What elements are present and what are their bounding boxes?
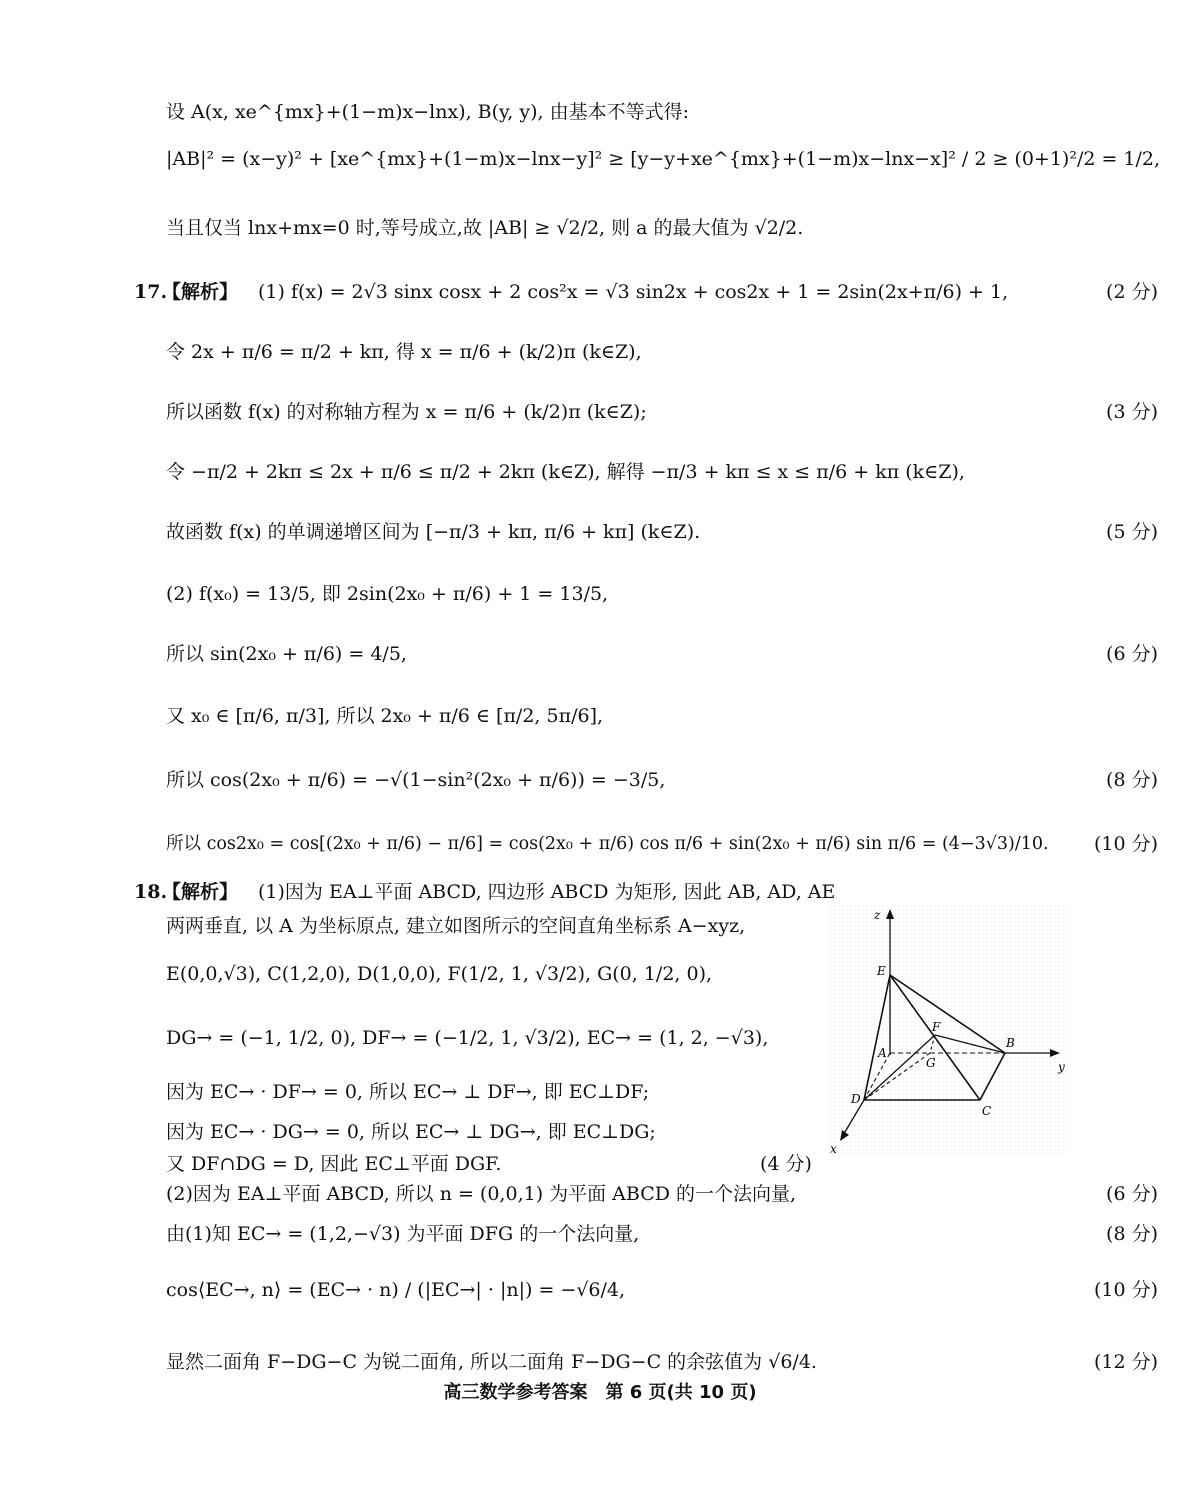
text-line: 所以 cos(2x₀ + π/6) = −√(1−sin²(2x₀ + π/6)) = −3/5,: [166, 769, 666, 791]
score-mark: (12 分): [1093, 1351, 1158, 1373]
axis-label: z: [874, 908, 881, 922]
text-line: 设 A(x, xe^{mx}+(1−m)x−lnx), B(y, y), 由基本不等式得:: [166, 101, 689, 123]
score-mark: (8 分): [1106, 769, 1158, 791]
text-line: |AB|² = (x−y)² + [xe^{mx}+(1−m)x−lnx−y]² ≥ [y−y+xe^{mx}+(1−m)x−lnx−x]² / 2 ≥ (0+1)²/2 = 1/2,: [166, 148, 1161, 170]
score-mark: (4 分): [760, 1153, 812, 1175]
text-line: (2) f(x₀) = 13/5, 即 2sin(2x₀ + π/6) + 1 = 13/5,: [166, 583, 609, 605]
score-mark: (6 分): [1106, 643, 1158, 665]
text-line: 由(1)知 EC→ = (1,2,−√3) 为平面 DFG 的一个法向量,: [166, 1223, 640, 1245]
question-number: 17.: [134, 281, 168, 303]
text-line: 令 2x + π/6 = π/2 + kπ, 得 x = π/6 + (k/2)π (k∈Z),: [166, 341, 642, 363]
text-line: (2)因为 EA⊥平面 ABCD, 所以 n = (0,0,1) 为平面 ABCD 的一个法向量,: [166, 1183, 797, 1205]
point-label: D: [851, 1092, 861, 1106]
text-line: DG→ = (−1, 1/2, 0), DF→ = (−1/2, 1, √3/2), EC→ = (1, 2, −√3),: [166, 1027, 769, 1049]
score-mark: (6 分): [1106, 1183, 1158, 1205]
text-line: 令 −π/2 + 2kπ ≤ 2x + π/6 ≤ π/2 + 2kπ (k∈Z), 解得 −π/3 + kπ ≤ x ≤ π/6 + kπ (k∈Z),: [166, 461, 965, 483]
point-label: A: [878, 1046, 887, 1060]
text-line: 因为 EC→ · DG→ = 0, 所以 EC→ ⊥ DG→, 即 EC⊥DG;: [166, 1121, 656, 1143]
solution-tag: 【解析】: [162, 881, 239, 903]
point-label: B: [1006, 1036, 1015, 1050]
text-line: E(0,0,√3), C(1,2,0), D(1,0,0), F(1/2, 1, √3/2), G(0, 1/2, 0),: [166, 963, 713, 985]
axis-label: y: [1058, 1060, 1065, 1074]
score-mark: (10 分): [1093, 1279, 1158, 1301]
text-line: 所以 cos2x₀ = cos[(2x₀ + π/6) − π/6] = cos(2x₀ + π/6) cos π/6 + sin(2x₀ + π/6) sin π/6 = (4−3√3)/10.: [166, 834, 1049, 854]
score-mark: (8 分): [1106, 1223, 1158, 1245]
score-mark: (2 分): [1106, 281, 1158, 303]
axis-label: x: [830, 1142, 837, 1155]
point-label: G: [926, 1056, 936, 1070]
text-line: 又 DF∩DG = D, 因此 EC⊥平面 DGF.: [166, 1153, 502, 1175]
point-label: C: [982, 1104, 992, 1118]
score-mark: (5 分): [1106, 521, 1158, 543]
text-line: 所以 sin(2x₀ + π/6) = 4/5,: [166, 643, 407, 665]
solution-tag: 【解析】: [162, 281, 239, 303]
text-line: 所以函数 f(x) 的对称轴方程为 x = π/6 + (k/2)π (k∈Z);: [166, 401, 647, 423]
text-line: 两两垂直, 以 A 为坐标原点, 建立如图所示的空间直角坐标系 A−xyz,: [166, 915, 746, 937]
point-label: E: [877, 964, 886, 978]
page-footer: 高三数学参考答案 第 6 页(共 10 页): [443, 1382, 757, 1403]
text-line: cos⟨EC→, n⟩ = (EC→ · n) / (|EC→| · |n|) = −√6/4,: [166, 1279, 626, 1301]
score-mark: (10 分): [1093, 833, 1158, 855]
text-line: (1) f(x) = 2√3 sinx cosx + 2 cos²x = √3 sin2x + cos2x + 1 = 2sin(2x+π/6) + 1,: [258, 281, 1009, 303]
point-label: F: [932, 1020, 941, 1034]
text-line: 又 x₀ ∈ [π/6, π/3], 所以 2x₀ + π/6 ∈ [π/2, 5π/6],: [166, 705, 604, 727]
text-line: 显然二面角 F−DG−C 为锐二面角, 所以二面角 F−DG−C 的余弦值为 √6/4.: [166, 1351, 817, 1373]
geometry-figure: [830, 905, 1070, 1155]
text-line: 故函数 f(x) 的单调递增区间为 [−π/3 + kπ, π/6 + kπ] (k∈Z).: [166, 521, 701, 543]
text-line: 当且仅当 lnx+mx=0 时,等号成立,故 |AB| ≥ √2/2, 则 a 的最大值为 √2/2.: [166, 217, 804, 239]
text-line: (1)因为 EA⊥平面 ABCD, 四边形 ABCD 为矩形, 因此 AB, AD, AE: [258, 881, 836, 903]
text-line: 因为 EC→ · DF→ = 0, 所以 EC→ ⊥ DF→, 即 EC⊥DF;: [166, 1081, 650, 1103]
score-mark: (3 分): [1106, 401, 1158, 423]
question-number: 18.: [134, 881, 168, 903]
